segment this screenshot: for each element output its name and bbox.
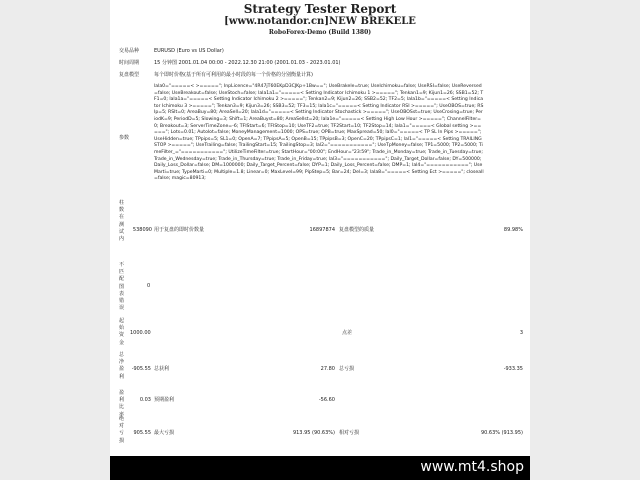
spread-value: 3	[519, 330, 523, 336]
report-sheet	[110, 0, 530, 480]
absolute-drawdown-value: 905.55	[133, 430, 151, 436]
profit-factor-value: 0.03	[139, 397, 151, 403]
symbol-label: 交易品种	[119, 48, 140, 54]
net-profit-value: -905.55	[131, 366, 151, 372]
model-value: 每个即时价格(基于所有可利用的最小时段的每一个价格的分别衡量计算)	[154, 72, 313, 78]
mismatch-label: 不匹配图表错误	[119, 262, 125, 312]
relative-drawdown-label: 相对亏损	[339, 430, 360, 436]
params-value: lala0="=====< >====="; InpLicence="4R47jT60EKpD3CJKp+1Bw=="; UseBrakele=true; UseIchimoku=false; UseRSI=false; UseReversed=false; UseBreakout=false; UseStoch=false; lala1a1="=====< Setting Indicator Ichimoku 1 >====="; Tenkan1=9; Kijun1=26; SSB1=52; TF1=0; lala1a="=====< Setting Indicator Ichimoku 2 >====="; Tenkan2=9; Kijun2=26; SSB2=52; TF2=5; lala1b="=====< Setting Indicator Ichimoku 3 >====="; Tenkan3=9; Kijun3=26; SSB3=52; TF3=15; lala1c="=====< Setting Indicator RSI >====="; UseOBOS=true; RSIp=5; RSIt=0; AreaBuy=80; AreaSell=20; lala1d="=====< Setting Indicator Stochastick >====="; UseOBOSst=true; UseCrosing=true; PeriodK=9; PeriodD=5; Slowing=3; Shift=1; AreaBuyst=80; AreaSellst=20; lala1e="=====< Setting High Low Hour >====="; ChannelFilter=0; Breakout=3; ServerTimeZone=-6; TFIStart=6; TFIStop=10; UseTF2=true; TF2Start=10; TF2Stop=14; lala1="=====< Global setting >====="; Lots=0.01; Autolot=false; MoneyManagement=1000; OPS=true; OPB=true; MaxSpread=50; lal0="=====< TP SL In Pips >====="; UseHidden=true; TPpips=5; SL1=0; OpenA=7; TPpipsA=5; OpenB=15; TPpipsB=3; OpenC=20; TPpipsC=1; lal1="=====< Setting TRAILING STOP >====="; UseTrailing=false; TrailingStart=15; TrailingStop=3; lal2="==========="; UseTpMoney=false; TP1=5000; TP2=5000; TimeFilter_="==========="; UtilizeTimeFilter=true; StartHour="00:00"; EndHour="23:59"; Trade_in_Monday=true; Trade_in_Tuesday=true; Trade_in_Wednesday=true; Trade_in_Thursday=true; Trade_in_Friday=true; lal3="==========="; Daily_Target_Dollar=false; DY=500000; Daily_Loss_Dollar=false; DM=1000000; Daily_Target_Percent=false; DYP=1; Daily_Loss_Percent=false; DMP=1; lal4="==========="; UseMarti=true; TypeMarti=0; Multiple=1.8; Linear=0; MaxLevel=99; PipStep=5; Bar=24; Del=3; lala8="=====< Setting Ect >====="; closeall=false; magic=80913;	[154, 84, 484, 182]
gross-loss-label: 总亏损	[339, 366, 355, 372]
profit-factor-label: 盈利比率	[119, 390, 125, 418]
watermark-bar	[110, 456, 530, 480]
expected-payoff-value: -56.60	[318, 397, 335, 403]
gross-loss-value: -933.35	[503, 366, 523, 372]
deposit-value: 1000.00	[130, 330, 151, 336]
report-title: Strategy Tester Report	[243, 2, 397, 16]
gross-profit-value: 27.80	[320, 366, 335, 372]
quality-value: 89.98%	[503, 227, 523, 233]
mismatch-value: 0	[147, 283, 151, 289]
watermark-text: www.mt4.shop	[420, 459, 524, 475]
params-label: 参数	[119, 135, 130, 141]
absolute-drawdown-label: 绝对亏损	[119, 416, 125, 444]
ticks-label: 用于复盘的即时价数量	[154, 227, 205, 233]
expected-payoff-label: 预期盈利	[154, 397, 175, 403]
period-value: 15 分钟图 2001.01.04 00:00 - 2022.12.30 21:00 (2001.01.03 - 2023.01.01)	[154, 60, 341, 66]
model-label: 复盘模型	[119, 72, 140, 78]
report-subtitle: [www.notandor.cn]NEW BREKELE	[224, 16, 416, 27]
report-server: RoboForex-Demo (Build 1380)	[268, 29, 372, 36]
max-drawdown-label: 最大亏损	[154, 430, 175, 436]
relative-drawdown-value: 90.63% (913.95)	[480, 430, 523, 436]
symbol-value: EURUSD (Euro vs US Dollar)	[154, 48, 224, 54]
quality-label: 复盘模型的质量	[339, 227, 375, 233]
bars-value: 538090	[132, 227, 152, 233]
deposit-label: 起始资金	[119, 318, 125, 346]
spread-label: 点差	[342, 330, 353, 336]
bars-label: 柱数在测试内	[119, 200, 125, 243]
gross-profit-label: 总获利	[154, 366, 170, 372]
ticks-value: 16897874	[309, 227, 335, 233]
period-label: 时间周期	[119, 60, 140, 66]
net-profit-label: 总净盈利	[119, 352, 125, 380]
max-drawdown-value: 913.95 (90.63%)	[292, 430, 335, 436]
